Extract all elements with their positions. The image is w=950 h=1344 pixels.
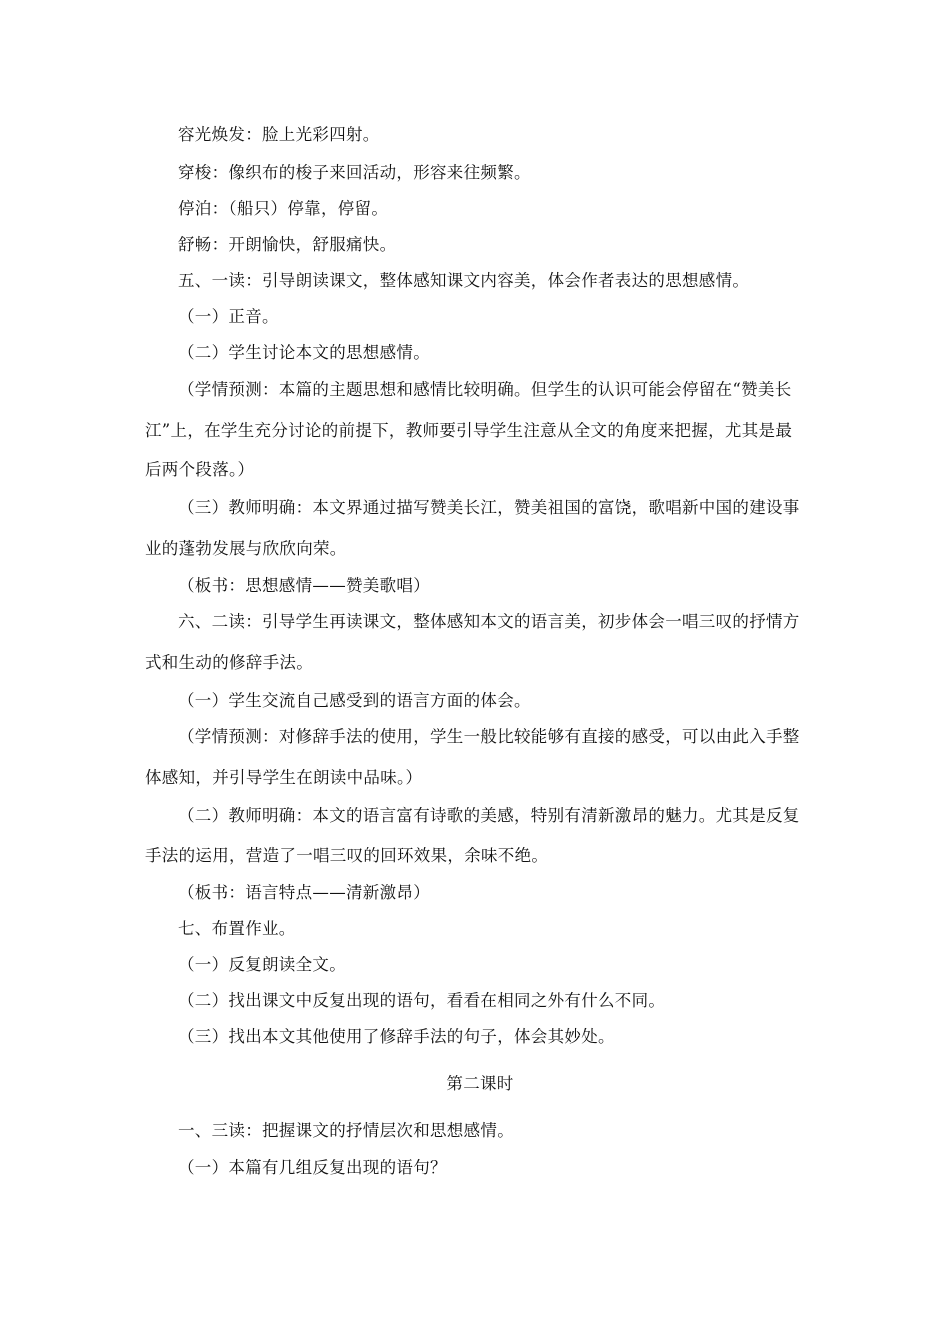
section-heading: 五、一读：引导朗读课文，整体感知课文内容美，体会作者表达的思想感情。 [178,271,750,290]
section-heading: 七、布置作业。 [178,919,296,938]
paragraph-line: 手法的运用，营造了一唱三叹的回环效果，余味不绝。 [145,846,549,865]
paragraph-line: 体感知，并引导学生在朗读中品味。） [145,768,423,787]
section-heading: 一、三读：把握课文的抒情层次和思想感情。 [178,1121,514,1140]
homework-item: （三）找出本文其他使用了修辞手法的句子，体会其妙处。 [178,1027,615,1046]
section-heading: 六、二读：引导学生再读课文，整体感知本文的语言美，初步体会一唱三叹的抒情方 [178,612,800,631]
lesson-title: 第二课时 [446,1074,514,1093]
paragraph-line: 式和生动的修辞手法。 [145,653,313,672]
homework-item: （二）找出课文中反复出现的语句，看看在相同之外有什么不同。 [178,991,666,1010]
blackboard-note: （板书：思想感情——赞美歌唱） [178,576,430,595]
definition-line: 容光焕发：脸上光彩四射。 [178,125,380,144]
paragraph-line: （一）学生交流自己感受到的语言方面的体会。 [178,691,531,710]
paragraph-line: （一）正音。 [178,307,279,326]
paragraph-line: （学情预测：本篇的主题思想和感情比较明确。但学生的认识可能会停留在“赞美长 [178,380,792,399]
paragraph-line: （二）教师明确：本文的语言富有诗歌的美感，特别有清新激昂的魅力。尤其是反复 [178,806,800,825]
homework-item: （一）反复朗读全文。 [178,955,346,974]
paragraph-line: 江”上，在学生充分讨论的前提下，教师要引导学生注意从全文的角度来把握，尤其是最 [145,421,793,440]
blackboard-note: （板书：语言特点——清新激昂） [178,883,430,902]
definition-line: 舒畅：开朗愉快，舒服痛快。 [178,235,397,254]
paragraph-line: 业的蓬勃发展与欣欣向荣。 [145,539,347,558]
paragraph-line: （二）学生讨论本文的思想感情。 [178,343,430,362]
definition-line: 停泊：（船只）停靠，停留。 [178,199,389,218]
paragraph-line: （学情预测：对修辞手法的使用，学生一般比较能够有直接的感受，可以由此入手整 [178,727,800,746]
paragraph-line: （一）本篇有几组反复出现的语句？ [178,1158,447,1177]
definition-line: 穿梭：像织布的梭子来回活动，形容来往频繁。 [178,163,531,182]
paragraph-line: （三）教师明确：本文界通过描写赞美长江，赞美祖国的富饶，歌唱新中国的建设事 [178,498,800,517]
paragraph-line: 后两个段落。） [145,460,255,479]
